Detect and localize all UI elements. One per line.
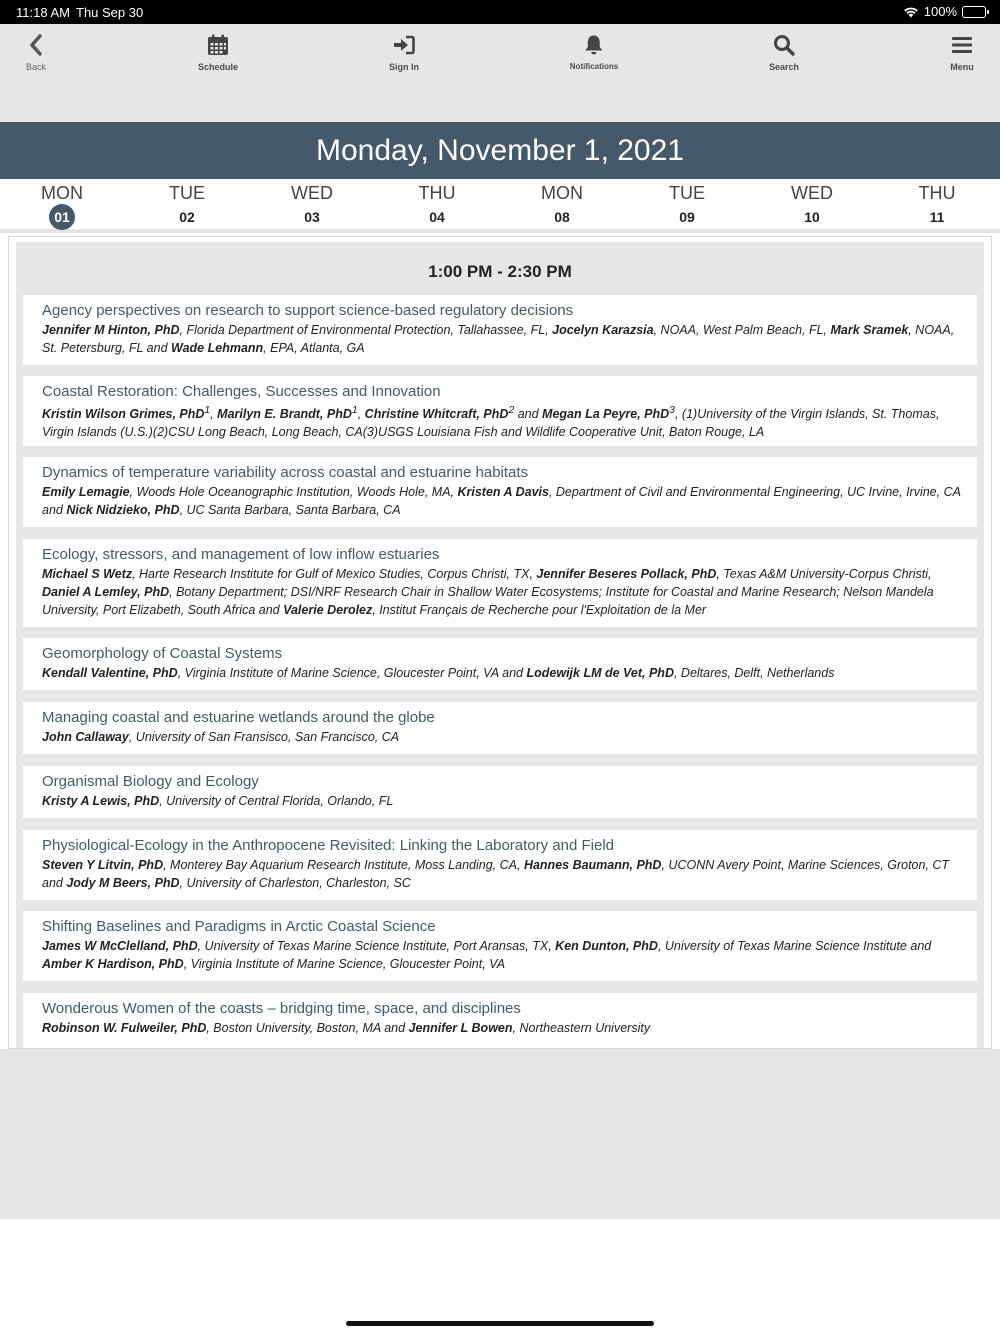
search-label: Search (768, 62, 800, 72)
toolbar (0, 24, 1000, 122)
day-tab-number: 02 (179, 209, 195, 225)
calendar-icon (205, 32, 231, 58)
session-title[interactable]: Managing coastal and estuarine wetlands around the globe (42, 709, 435, 726)
status-time: 11:18 AM (16, 5, 70, 20)
schedule-content[interactable] (8, 236, 992, 1049)
menu-button[interactable] (949, 32, 975, 72)
session-title[interactable]: Agency perspectives on research to support science-based regulatory decisions (42, 302, 574, 319)
day-tab-wed-10[interactable] (772, 183, 852, 230)
session-card[interactable] (23, 638, 977, 690)
session-card[interactable] (23, 457, 977, 527)
sign-in-label: Sign In (389, 62, 419, 72)
timeslot-heading: 1:00 PM - 2:30 PM (428, 262, 572, 281)
search-icon (771, 32, 797, 58)
day-tab-number: 04 (429, 209, 445, 225)
schedule-button[interactable] (198, 32, 238, 72)
day-tab-name: THU (918, 183, 956, 203)
session-card[interactable] (23, 830, 977, 900)
status-right (903, 4, 986, 19)
session-title[interactable]: Shifting Baselines and Paradigms in Arctic Coastal Science (42, 918, 436, 935)
session-authors: Robinson W. Fulweiler, PhD, Boston University, Boston, MA and Jennifer L Bowen, Northeastern University (42, 1021, 651, 1035)
day-tab-tue-02[interactable] (147, 183, 227, 230)
timeslot-panel (16, 242, 984, 1048)
session-title[interactable]: Ecology, stressors, and management of low inflow estuaries (42, 546, 440, 563)
session-title[interactable]: Geomorphology of Coastal Systems (42, 645, 283, 662)
day-tab-mon-01[interactable] (22, 183, 102, 230)
day-tab-number: 11 (929, 209, 945, 225)
sign-in-icon (391, 32, 417, 58)
day-tab-number: 01 (49, 204, 75, 230)
day-tab-number: 08 (554, 209, 570, 225)
session-authors: John Callaway, University of San Fransisco, San Francisco, CA (42, 730, 400, 744)
session-title[interactable]: Coastal Restoration: Challenges, Successes and Innovation (42, 383, 441, 400)
session-authors: Emily Lemagie, Woods Hole Oceanographic Institution, Woods Hole, MA, Kristen A Davis, Department of Civil and Environmental Engineering, UC Irvine, Irvine, CA and Nick Nidzieko, PhD, UC Santa Barbara, Santa Barbara, CA (42, 485, 961, 517)
sign-in-button[interactable] (389, 32, 419, 72)
session-authors: Kristy A Lewis, PhD, University of Central Florida, Orlando, FL (42, 794, 394, 808)
status-date: Thu Sep 30 (76, 5, 144, 20)
session-title[interactable]: Physiological-Ecology in the Anthropocene Revisited: Linking the Laboratory and Field (42, 837, 615, 854)
day-tab-number: 09 (679, 209, 695, 225)
session-card[interactable] (23, 911, 977, 981)
chevron-left-icon (23, 32, 49, 58)
session-authors: Michael S Wetz, Harte Research Institute for Gulf of Mexico Studies, Corpus Christi, TX, Jennifer Beseres Pollack, PhD, Texas A&M University-Corpus Christi, Daniel A Lemley, PhD, Botany Department; DSI/NRF Research Chair in Shallow Water Ecosystems; Institute for Coastal and Marine Research; Nelson Mandela University, Port Elizabeth, South Africa and Valerie Derolez, Institut Français de Recherche pour l'Exploitation de la Mer (42, 567, 934, 617)
day-tab-thu-04[interactable] (397, 183, 477, 230)
battery-percent: 100% (923, 4, 957, 19)
day-tab-name: TUE (669, 183, 705, 203)
bell-icon (581, 32, 607, 58)
day-tab-wed-03[interactable] (272, 183, 352, 230)
menu-label: Menu (950, 62, 974, 72)
session-card[interactable] (23, 702, 977, 754)
day-tab-name: TUE (169, 183, 205, 203)
notifications-button[interactable] (570, 32, 618, 71)
search-button[interactable] (769, 32, 799, 72)
back-button[interactable] (23, 32, 49, 72)
day-tab-thu-11[interactable] (897, 183, 977, 230)
date-banner: Monday, November 1, 2021 (0, 122, 1000, 179)
session-card[interactable] (23, 766, 977, 818)
session-title[interactable]: Organismal Biology and Ecology (42, 773, 259, 790)
empty-area (0, 1049, 1000, 1219)
home-indicator[interactable] (346, 1321, 654, 1326)
session-authors: Steven Y Litvin, PhD, Monterey Bay Aquarium Research Institute, Moss Landing, CA, Hannes Baumann, PhD, UCONN Avery Point, Marine Sciences, Groton, CT and Jody M Beers, PhD, University of Charleston, Charleston, SC (42, 858, 950, 890)
session-card[interactable] (23, 295, 977, 365)
notifications-label: Notifications (569, 62, 619, 71)
day-tab-mon-08[interactable] (522, 183, 602, 230)
session-authors: Jennifer M Hinton, PhD, Florida Department of Environmental Protection, Tallahassee, FL, Jocelyn Karazsia, NOAA, West Palm Beach, FL, Mark Sramek, NOAA, St. Petersburg, FL and Wade Lehmann, EPA, Atlanta, GA (42, 323, 955, 355)
day-tab-number: 10 (804, 209, 820, 225)
day-tab-name: MON (41, 183, 83, 203)
session-card[interactable] (23, 993, 977, 1048)
day-tab-name: THU (418, 183, 456, 203)
battery-icon (962, 6, 986, 18)
day-tab-name: WED (291, 183, 333, 203)
session-authors: Kristin Wilson Grimes, PhD$^1$, Marilyn E. Brandt, PhD$^1$, Christine Whitcraft, PhD$^2$ and Megan La Peyre, PhD$^3$, (1)University of the Virgin Islands, St. Thomas, Virgin Islands (U.S.)(2)CSU Long Beach, Long Beach, CA(3)USGS Louisiana Fish and Wildlife Cooperative Unit, Baton Rouge, LA (42, 405, 940, 440)
session-title[interactable]: Wonderous Women of the coasts – bridging time, space, and disciplines (42, 1000, 521, 1017)
day-tab-name: MON (541, 183, 583, 203)
day-tab-number: 03 (304, 209, 320, 225)
day-tab-tue-09[interactable] (647, 183, 727, 230)
day-tab-name: WED (791, 183, 833, 203)
day-tabs (0, 179, 1000, 233)
wifi-icon (903, 6, 919, 18)
back-label: Back (25, 62, 46, 72)
session-authors: Kendall Valentine, PhD, Virginia Institute of Marine Science, Gloucester Point, VA and Lodewijk LM de Vet, PhD, Deltares, Delft, Netherlands (42, 666, 835, 680)
session-card[interactable] (23, 539, 977, 627)
hamburger-icon (949, 32, 975, 58)
session-card[interactable] (23, 376, 977, 446)
session-title[interactable]: Dynamics of temperature variability across coastal and estuarine habitats (42, 464, 529, 481)
session-authors: James W McClelland, PhD, University of Texas Marine Science Institute, Port Aransas, TX, Ken Dunton, PhD, University of Texas Marine Science Institute and Amber K Hardison, PhD, Virginia Institute of Marine Science, Gloucester Point, VA (42, 939, 932, 971)
status-bar (0, 0, 1000, 24)
schedule-label: Schedule (197, 62, 239, 72)
